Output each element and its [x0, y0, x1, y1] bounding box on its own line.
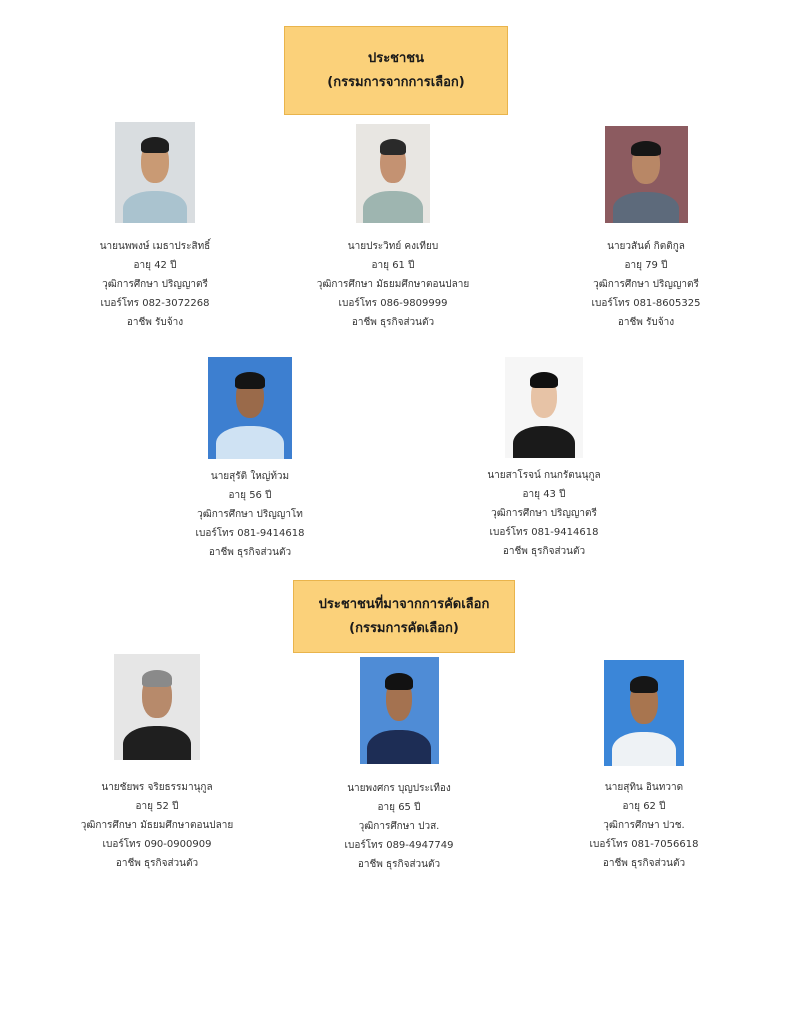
member-name: นายวสันต์ กิตติกูล	[607, 241, 685, 252]
member-photo	[605, 126, 688, 223]
member-card	[35, 122, 275, 332]
member-age: อายุ 62 ปี	[622, 801, 666, 812]
member-name: นายสุรัติ ใหญ่ท้วม	[210, 471, 290, 482]
member-photo	[360, 657, 439, 764]
member-education: วุฒิการศึกษา มัธยมศึกษาตอนปลาย	[80, 820, 234, 831]
member-phone: เบอร์โทร 090-0900909	[102, 839, 212, 850]
member-age: อายุ 52 ปี	[135, 801, 179, 812]
section-subtitle: (กรรมการคัดเลือก)	[349, 620, 459, 636]
member-phone: เบอร์โทร 081-7056618	[589, 839, 699, 850]
member-name: นายนพพงษ์ เมธาประสิทธิ์	[99, 241, 211, 252]
member-photo	[505, 357, 583, 458]
member-occupation: อาชีพ รับจ้าง	[617, 317, 675, 328]
member-phone: เบอร์โทร 089-4947749	[344, 840, 454, 851]
member-phone: เบอร์โทร 081-9414618	[489, 527, 599, 538]
member-card	[424, 357, 664, 561]
member-phone: เบอร์โทร 082-3072268	[100, 298, 210, 309]
member-photo	[114, 654, 200, 760]
member-occupation: อาชีพ ธุรกิจส่วนตัว	[502, 546, 586, 557]
member-photo	[604, 660, 684, 766]
member-occupation: อาชีพ ธุรกิจส่วนตัว	[602, 858, 686, 869]
member-occupation: อาชีพ รับจ้าง	[126, 317, 184, 328]
member-age: อายุ 56 ปี	[228, 490, 272, 501]
member-name: นายชัยพร จริยธรรมานุกูล	[101, 782, 213, 793]
member-card	[279, 657, 519, 874]
member-age: อายุ 79 ปี	[624, 260, 668, 271]
member-occupation: อาชีพ ธุรกิจส่วนตัว	[351, 317, 435, 328]
member-education: วุฒิการศึกษา ปริญญาตรี	[102, 279, 208, 290]
member-education: วุฒิการศึกษา ปวส.	[358, 821, 440, 832]
member-photo	[115, 122, 195, 223]
member-phone: เบอร์โทร 081-8605325	[591, 298, 701, 309]
section-title: ประชาชนที่มาจากการคัดเลือก	[318, 596, 490, 612]
member-name: นายสาโรจน์ กนกรัตนนุกูล	[487, 470, 601, 481]
member-occupation: อาชีพ ธุรกิจส่วนตัว	[115, 858, 199, 869]
member-age: อายุ 43 ปี	[522, 489, 566, 500]
member-photo	[356, 124, 430, 223]
member-education: วุฒิการศึกษา ปริญญาโท	[197, 509, 303, 520]
member-card	[526, 126, 766, 332]
member-name: นายสุทิน อินทวาด	[604, 782, 684, 793]
member-education: วุฒิการศึกษา มัธยมศึกษาตอนปลาย	[316, 279, 470, 290]
member-education: วุฒิการศึกษา ปริญญาตรี	[593, 279, 699, 290]
member-card	[273, 124, 513, 332]
member-education: วุฒิการศึกษา ปวช.	[603, 820, 685, 831]
member-card	[524, 660, 764, 873]
member-occupation: อาชีพ ธุรกิจส่วนตัว	[357, 859, 441, 870]
member-age: อายุ 65 ปี	[377, 802, 421, 813]
member-card	[130, 357, 370, 562]
member-age: อายุ 61 ปี	[371, 260, 415, 271]
member-name: นายประวิทย์ คงเทียบ	[347, 241, 439, 252]
member-occupation: อาชีพ ธุรกิจส่วนตัว	[208, 547, 292, 558]
member-phone: เบอร์โทร 086-9809999	[338, 298, 448, 309]
section-subtitle: (กรรมการจากการเลือก)	[327, 74, 465, 90]
member-phone: เบอร์โทร 081-9414618	[195, 528, 305, 539]
section-title: ประชาชน	[367, 50, 425, 66]
section-banner-elected	[284, 26, 508, 115]
member-education: วุฒิการศึกษา ปริญญาตรี	[491, 508, 597, 519]
member-age: อายุ 42 ปี	[133, 260, 177, 271]
member-name: นายพงศกร บุญประเทือง	[347, 783, 451, 794]
member-card	[37, 654, 277, 873]
member-photo	[208, 357, 292, 459]
section-banner-selected	[293, 580, 515, 653]
